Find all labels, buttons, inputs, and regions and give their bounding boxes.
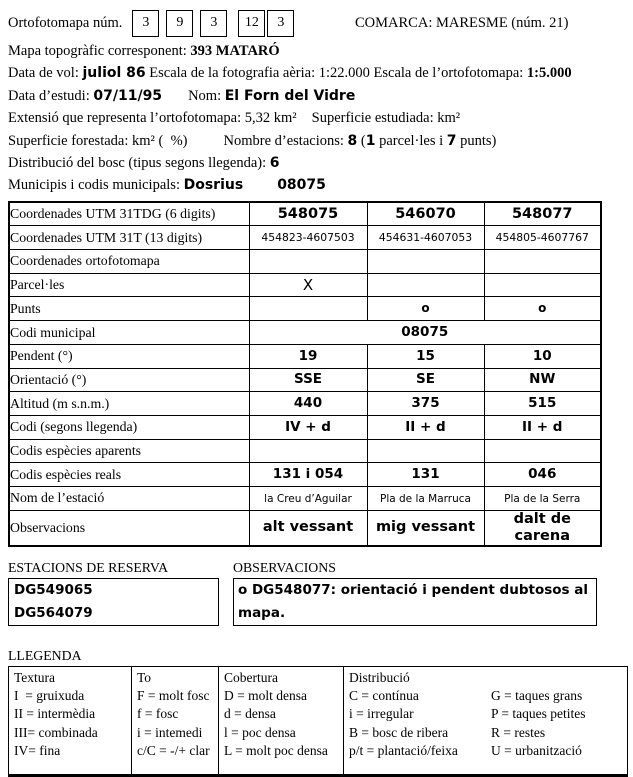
table-row bbox=[9, 392, 601, 416]
cell-value: Pla de la Marruca bbox=[380, 492, 471, 505]
header-line-municipis bbox=[8, 174, 625, 196]
reserve-stations-block bbox=[8, 560, 233, 626]
cell-value: Pla de la Serra bbox=[504, 492, 581, 505]
legend-item: i = irregular bbox=[349, 706, 414, 722]
cell-value: II + d bbox=[405, 418, 446, 435]
mapa-topografic-label: Mapa topogràfic corresponent: bbox=[8, 43, 191, 59]
mapa-topografic-value: 393 MATARÓ bbox=[190, 43, 280, 59]
legend-title: LLEGENDA bbox=[8, 647, 82, 663]
nom-label: Nom: bbox=[188, 87, 225, 104]
table-row bbox=[9, 273, 601, 297]
legend-item: i = intemedi bbox=[137, 724, 203, 740]
cell-value: SE bbox=[416, 371, 435, 388]
row-label: Coordenades ortofotomapa bbox=[9, 250, 249, 274]
data-estudi-value: 07/11/95 bbox=[93, 87, 163, 104]
cell-value: X bbox=[302, 275, 314, 294]
legend-item: L = molt poc densa bbox=[224, 742, 328, 758]
cell-value: II + d bbox=[522, 418, 563, 435]
cell-value: o bbox=[538, 301, 547, 316]
escales-label: Escala de la fotografia aèria: 1:22.000 Escala de l’ortofotomapa: bbox=[145, 65, 527, 82]
cell-value: 19 bbox=[298, 347, 318, 364]
distribucio-bosc-label: Distribució del bosc (tipus segons llegenda): bbox=[8, 154, 270, 171]
nombre-punts-value: 7 bbox=[446, 132, 457, 149]
row-label: Orientació (°) bbox=[9, 368, 249, 392]
ortofoto-num-box-1: 3 bbox=[132, 10, 159, 37]
table-row bbox=[9, 321, 601, 345]
punts-text: punts) bbox=[456, 132, 497, 149]
nom-value: El Forn del Vidre bbox=[224, 87, 356, 104]
cell-empty bbox=[484, 439, 601, 463]
cell-value: 131 i 054 bbox=[272, 466, 344, 483]
table-row bbox=[9, 226, 601, 250]
legend-item: l = poc densa bbox=[224, 724, 296, 740]
legend-column-distribucio bbox=[343, 667, 627, 774]
row-label: Codis espècies reals bbox=[9, 463, 249, 487]
cell-value: 515 bbox=[528, 395, 557, 412]
cell-empty bbox=[249, 297, 367, 321]
cell-value: 454631-4607053 bbox=[378, 231, 473, 245]
cell-value: 440 bbox=[293, 395, 323, 412]
row-label: Observacions bbox=[9, 510, 249, 546]
row-label: Altitud (m s.n.m.) bbox=[9, 392, 249, 416]
observations-title: OBSERVACIONS bbox=[233, 559, 336, 575]
legend-distribucio-row bbox=[349, 705, 627, 723]
cell-value: 548077 bbox=[511, 205, 573, 222]
cell-value: NW bbox=[529, 371, 556, 388]
stations-table bbox=[8, 201, 602, 547]
nombre-parcelles-value: 1 bbox=[365, 132, 376, 149]
legend-column-cobertura bbox=[218, 667, 343, 774]
ortofotomapa-num-boxes bbox=[132, 10, 301, 37]
ortofoto-num-box-4: 12 bbox=[238, 10, 265, 37]
row-label: Codi municipal bbox=[9, 321, 249, 345]
legend-table bbox=[8, 666, 628, 777]
ortofoto-num-box-2: 9 bbox=[166, 10, 193, 37]
legend-item: II = intermèdia bbox=[14, 706, 96, 722]
table-row bbox=[9, 510, 601, 546]
municipi-codi-value: 08075 bbox=[277, 177, 326, 194]
table-row bbox=[9, 368, 601, 392]
data-vol-label: Data de vol: bbox=[8, 65, 83, 82]
cell-empty bbox=[484, 250, 601, 274]
reserve-observations-section bbox=[8, 560, 625, 626]
row-label: Codi (segons llegenda) bbox=[9, 415, 249, 439]
observations-block bbox=[233, 560, 597, 626]
table-row bbox=[9, 415, 601, 439]
header-line-distribucio-bosc bbox=[8, 152, 625, 174]
header-line-extensio bbox=[8, 107, 625, 129]
header-line-ortofotomapa bbox=[8, 6, 625, 40]
cell-empty bbox=[367, 273, 484, 297]
legend-item: f = fosc bbox=[137, 706, 179, 722]
cell-value: 454805-4607767 bbox=[495, 231, 589, 245]
cell-value: 131 bbox=[411, 466, 440, 483]
escala-ortofotomapa-value: 1:5.000 bbox=[526, 65, 572, 82]
legend-item: P = taques petites bbox=[491, 706, 586, 722]
data-vol-value: juliol 86 bbox=[82, 65, 146, 82]
legend-item: I = gruixuda bbox=[14, 687, 85, 703]
data-estudi-label: Data d’estudi: bbox=[8, 87, 94, 104]
parcelles-text: parcel·les i bbox=[375, 132, 447, 149]
header-line-superficie-forestada bbox=[8, 130, 625, 152]
cell-value: la Creu d’Aguilar bbox=[264, 492, 352, 505]
codi-municipal-value: 08075 bbox=[401, 324, 449, 341]
cell-value: 15 bbox=[416, 347, 435, 364]
cell-value: IV + d bbox=[285, 418, 331, 435]
cell-empty bbox=[484, 273, 601, 297]
legend-column-to bbox=[131, 667, 218, 774]
legend-header: Textura bbox=[14, 669, 56, 685]
observations-box bbox=[233, 578, 597, 626]
cell-empty bbox=[249, 250, 367, 274]
table-row bbox=[9, 486, 601, 510]
paren-open: ( bbox=[357, 132, 366, 149]
table-row bbox=[9, 297, 601, 321]
cell-value: alt vessant bbox=[262, 519, 354, 536]
header-line-data-estudi bbox=[8, 85, 625, 107]
legend-distribucio-row bbox=[349, 742, 627, 760]
header-line-mapa-topografic bbox=[8, 40, 625, 62]
row-label: Pendent (°) bbox=[9, 344, 249, 368]
table-row bbox=[9, 463, 601, 487]
cell-value: 546070 bbox=[395, 205, 456, 222]
cell-value: 375 bbox=[411, 395, 440, 412]
table-row bbox=[9, 250, 601, 274]
nombre-estacions-value: 8 bbox=[347, 132, 358, 149]
municipis-label: Municipis i codis municipals: bbox=[8, 177, 184, 194]
legend-item: C = contínua bbox=[349, 687, 419, 703]
legend-item: III= combinada bbox=[14, 724, 98, 740]
legend-item: d = densa bbox=[224, 706, 276, 722]
legend-header: Distribució bbox=[349, 669, 410, 685]
superficie-estudiada-label: Superficie estudiada: km² bbox=[311, 110, 461, 127]
cell-value: dalt de carena bbox=[513, 510, 571, 544]
cell-value: 046 bbox=[528, 466, 557, 483]
row-label: Parcel·les bbox=[9, 273, 249, 297]
legend-item: F = molt fosc bbox=[137, 687, 210, 703]
legend-item: B = bosc de ribera bbox=[349, 724, 449, 740]
extensio-label: Extensió que representa l’ortofotomapa: 5,32 km² bbox=[8, 110, 297, 127]
reserve-code: DG549065 bbox=[14, 581, 93, 598]
cell-value: mig vessant bbox=[375, 519, 476, 536]
row-label: Coordenades UTM 31TDG (6 digits) bbox=[9, 202, 249, 226]
municipi-nom-value: Dosrius bbox=[183, 177, 244, 194]
reserve-stations-box bbox=[8, 578, 219, 626]
nombre-estacions-label: Nombre d’estacions: bbox=[223, 132, 348, 149]
ortofotomapa-num-label: Ortofotomapa núm. bbox=[8, 14, 123, 31]
row-label: Coordenades UTM 31T (13 digits) bbox=[9, 226, 249, 250]
legend-header: Cobertura bbox=[224, 669, 278, 685]
table-row bbox=[9, 439, 601, 463]
legend-item: G = taques grans bbox=[491, 687, 583, 703]
legend-item: c/C = -/+ clar bbox=[137, 742, 210, 758]
legend-item: R = restes bbox=[491, 724, 546, 740]
legend-distribucio-row bbox=[349, 687, 627, 705]
legend-item: D = molt densa bbox=[224, 687, 307, 703]
cell-value: 454823-4607503 bbox=[261, 231, 355, 245]
ortofoto-num-box-3: 3 bbox=[200, 10, 227, 37]
legend-header: To bbox=[137, 669, 152, 685]
reserve-stations-title: ESTACIONS DE RESERVA bbox=[8, 559, 169, 575]
cell-value: 10 bbox=[532, 347, 552, 364]
reserve-code: DG564079 bbox=[14, 604, 93, 621]
cell-empty bbox=[367, 250, 484, 274]
legend-column-textura bbox=[9, 667, 131, 774]
cell-empty bbox=[367, 439, 484, 463]
header-line-data-vol bbox=[8, 62, 625, 84]
cell-value: 548075 bbox=[277, 205, 339, 222]
superficie-forestada-label: Superficie forestada: km² ( %) bbox=[8, 132, 188, 149]
row-label: Codis espècies aparents bbox=[9, 439, 249, 463]
legend-item: IV= fina bbox=[14, 742, 61, 758]
distribucio-bosc-value: 6 bbox=[269, 154, 280, 171]
observations-text: o DG548077: orientació i pendent dubtosos al mapa. bbox=[238, 581, 589, 621]
table-row bbox=[9, 202, 601, 226]
legend-item: p/t = plantació/feixa bbox=[349, 742, 458, 758]
table-row bbox=[9, 344, 601, 368]
cell-value: SSE bbox=[293, 371, 323, 388]
cell-empty bbox=[249, 439, 367, 463]
comarca-label: COMARCA: MARESME (núm. 21) bbox=[355, 15, 569, 31]
legend-distribucio-row bbox=[349, 724, 627, 742]
ortofoto-num-box-5: 3 bbox=[267, 10, 294, 37]
cell-value: o bbox=[421, 301, 430, 316]
row-label: Punts bbox=[9, 297, 249, 321]
legend-item: U = urbanització bbox=[491, 742, 582, 758]
row-label: Nom de l’estació bbox=[9, 486, 249, 510]
